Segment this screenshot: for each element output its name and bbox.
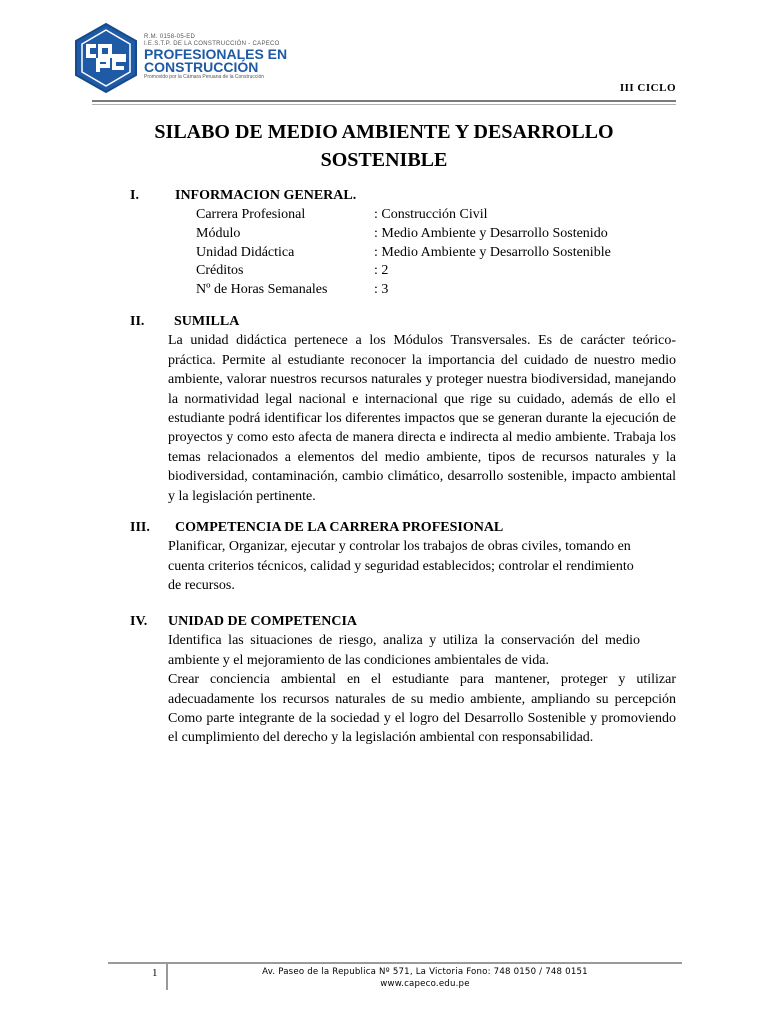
section-title: SUMILLA bbox=[174, 314, 240, 329]
logo-brand-line2: CONSTRUCCIÓN bbox=[144, 59, 259, 75]
title-line-2: SOSTENIBLE bbox=[320, 149, 448, 171]
page-number: 1 bbox=[152, 967, 158, 979]
footer-contact bbox=[168, 966, 682, 990]
section-heading bbox=[130, 612, 676, 631]
footer-website[interactable]: www.capeco.edu.pe bbox=[380, 979, 470, 989]
info-label: Nº de Horas Semanales bbox=[196, 281, 328, 297]
header-rule bbox=[92, 100, 676, 102]
section-unidad bbox=[130, 612, 676, 748]
header-rule-thin bbox=[92, 104, 676, 105]
section-heading bbox=[130, 312, 676, 331]
info-label: Carrera Profesional bbox=[196, 207, 306, 223]
section-heading bbox=[130, 186, 676, 205]
logo-brand-line1: PROFESIONALES EN bbox=[144, 46, 288, 62]
section-sumilla bbox=[130, 312, 676, 506]
logo-text-block bbox=[144, 34, 287, 81]
section-competencia bbox=[130, 518, 676, 596]
section-general bbox=[130, 186, 676, 298]
unidad-paragraph-2: Crear conciencia ambiental en el estudiante para mantener, proteger y utilizar adecuadamente los recursos naturales de su medio ambiente, ampliando su percepción Como parte integrante de la sociedad y el logro del Desarrollo Sostenible y promoviendo el cumplimiento del derecho y la legislación ambiental con responsabilidad. bbox=[168, 672, 676, 746]
logo-resolution: R.M. 0158-05-ED bbox=[144, 34, 196, 40]
info-value: : 2 bbox=[374, 263, 389, 279]
section-title: INFORMACION GENERAL. bbox=[175, 188, 357, 203]
logo-tagline: Promovido por la Cámara Peruana de la Construcción bbox=[144, 74, 265, 80]
footer-address: Av. Paseo de la Republica Nº 571, La Victoria Fono: 748 0150 / 748 0151 bbox=[262, 967, 588, 977]
sumilla-text: La unidad didáctica pertenece a los Módulos Transversales. Es de carácter teórico-práctica. Permite al estudiante reconocer la importancia del cuidado de nuestro medio ambiente, valorar nuestros recursos naturales y proteger nuestra biodiversidad, manejando la normatividad legal nacional e internacional que rige su cuidado, además de ello el estudiante podrá identificar los diferentes impactos que se generan durante la ejecución de proyectos y como esto afecta de manera directa e indirecta al medio ambiente. Trabaja los temas relacionados a elementos del medio ambiente, tipos de recursos naturales y la biodiversidad, contaminación, cambio climático, desarrollo sostenible, impacto ambiental y la legislación pertinente. bbox=[168, 333, 676, 504]
cycle-label: III CICLO bbox=[619, 82, 676, 94]
page-header bbox=[0, 0, 768, 110]
info-row bbox=[196, 205, 676, 224]
info-label: Unidad Didáctica bbox=[196, 244, 295, 260]
section-number: II. bbox=[130, 314, 145, 329]
info-label: Módulo bbox=[196, 225, 241, 241]
logo-institute: I.E.S.T.P. DE LA CONSTRUCCIÓN - CAPECO bbox=[144, 41, 280, 47]
capeco-logo-icon bbox=[70, 22, 142, 94]
info-row bbox=[196, 224, 676, 243]
section-heading bbox=[130, 518, 676, 537]
info-row bbox=[196, 243, 676, 262]
document-title bbox=[92, 118, 676, 174]
unidad-paragraph-1: Identifica las situaciones de riesgo, analiza y utiliza la conservación del medio ambiente y el mejoramiento de las condiciones ambientales de vida. bbox=[168, 633, 640, 668]
section-number: III. bbox=[130, 520, 150, 535]
info-value: : 3 bbox=[374, 281, 389, 297]
section-title: COMPETENCIA DE LA CARRERA PROFESIONAL bbox=[175, 520, 504, 535]
title-line-1: SILABO DE MEDIO AMBIENTE Y DESARROLLO bbox=[154, 121, 614, 143]
unidad-text bbox=[168, 631, 676, 747]
info-value: : Medio Ambiente y Desarrollo Sostenible bbox=[374, 244, 611, 260]
competencia-text: Planificar, Organizar, ejecutar y controlar los trabajos de obras civiles, tomando en cuenta criterios técnicos, calidad y seguridad establecidos; controlar el rendimiento de recursos. bbox=[168, 539, 634, 594]
info-value: : Construcción Civil bbox=[374, 207, 488, 223]
section-number: I. bbox=[130, 188, 139, 203]
section-title: UNIDAD DE COMPETENCIA bbox=[168, 614, 358, 629]
footer-rule bbox=[108, 962, 682, 964]
section-number: IV. bbox=[130, 614, 148, 629]
info-row bbox=[196, 280, 676, 299]
info-value: : Medio Ambiente y Desarrollo Sostenido bbox=[374, 225, 608, 241]
info-label: Créditos bbox=[196, 263, 244, 279]
page-footer bbox=[108, 962, 682, 992]
info-row bbox=[196, 261, 676, 280]
